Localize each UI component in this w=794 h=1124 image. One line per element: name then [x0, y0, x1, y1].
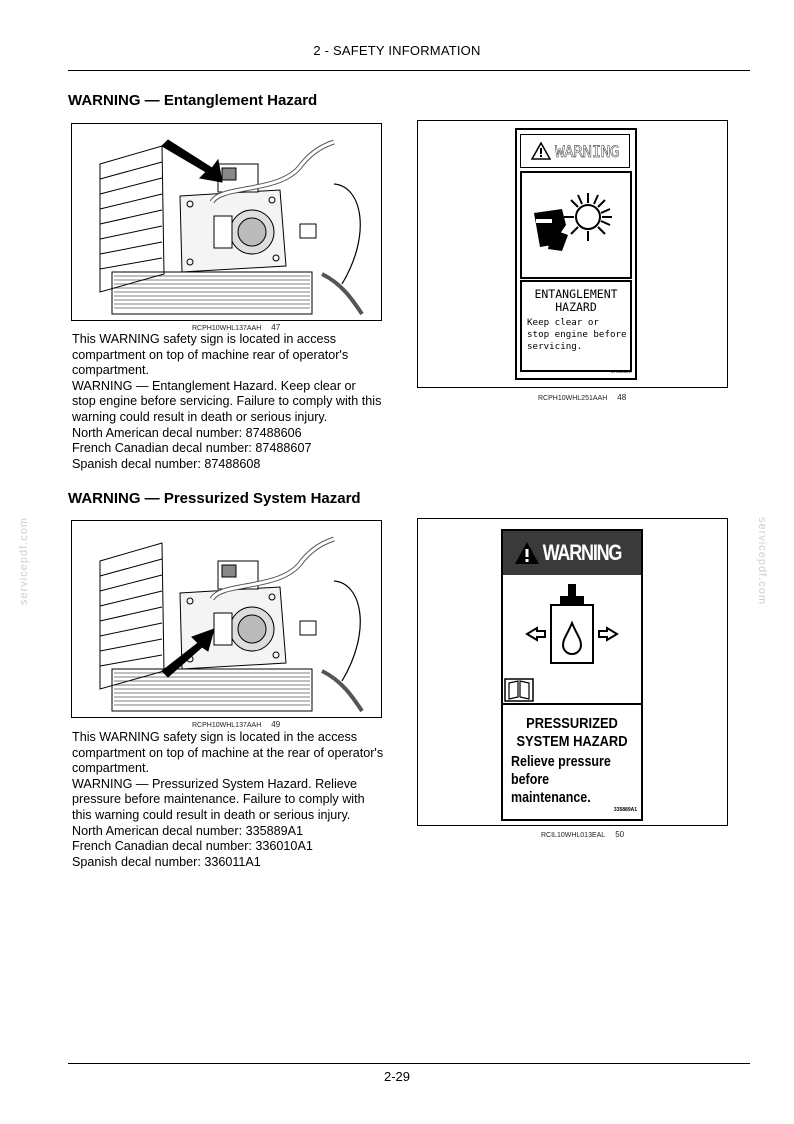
- body-line: compartment on top of machine at the rear of operator's: [72, 745, 384, 760]
- caption-number: 49: [271, 720, 281, 729]
- caption-number: 50: [615, 830, 625, 839]
- decal-header-label: WARNING: [542, 540, 622, 565]
- header-rule: [68, 70, 750, 71]
- watermark-left: servicepdf.com: [17, 517, 30, 605]
- decal-number-es: Spanish decal number: 336011A1: [72, 854, 261, 869]
- decal-instruction-1: Relieve pressure: [511, 754, 611, 770]
- caption-code: RCPH10WHL137AAH: [192, 722, 262, 729]
- decal-number-fc: French Canadian decal number: 87488607: [72, 441, 312, 456]
- caption-number: 47: [271, 323, 281, 332]
- decal-image-entanglement: [417, 120, 728, 388]
- decal-hazard-title-1: ENTANGLEMENT: [534, 287, 618, 301]
- decal-number-fc: French Canadian decal number: 336010A1: [72, 839, 313, 854]
- decal-number-na: North American decal number: 87488606: [72, 425, 302, 440]
- page-number: 2-29: [383, 1069, 411, 1084]
- section-2-body: [72, 730, 407, 870]
- decal-instruction-3: servicing.: [527, 341, 583, 352]
- decal-text-box: [503, 705, 641, 807]
- decal-header-label: WARNING: [555, 141, 619, 161]
- figure-caption-49: [192, 720, 280, 729]
- caption-code: RCIL10WHL013EAL: [541, 832, 606, 839]
- decal-instruction-1: Keep clear or: [527, 317, 599, 328]
- caption-code: RCPH10WHL137AAH: [192, 325, 262, 332]
- decal-part-number: 335889A1: [613, 807, 637, 813]
- decal-header: [503, 531, 641, 575]
- decal-number-es: Spanish decal number: 87488608: [72, 456, 261, 471]
- figure-caption-47: [192, 323, 280, 332]
- body-line: compartment on top of machine rear of operator's: [72, 347, 349, 362]
- decal-image-pressurized: [417, 518, 728, 826]
- page-header-title: 2 - SAFETY INFORMATION: [313, 43, 481, 58]
- pressure-pictogram-icon: [503, 577, 641, 703]
- section-title-pressurized: WARNING — Pressurized System Hazard: [68, 490, 361, 507]
- body-line: WARNING — Pressurized System Hazard. Relieve: [72, 776, 358, 791]
- figure-caption-50: [541, 830, 624, 839]
- decal-instruction-3: maintenance.: [511, 790, 591, 806]
- body-line: This WARNING safety sign is located in access: [72, 332, 337, 346]
- decal-pictogram-box: [503, 577, 641, 705]
- decal-instruction-2: stop engine before: [527, 329, 627, 340]
- figure-caption-48: [538, 393, 626, 402]
- body-line: This WARNING safety sign is located in the access: [72, 730, 358, 744]
- body-line: WARNING — Entanglement Hazard. Keep clear or: [72, 378, 356, 393]
- entanglement-pictogram-icon: [522, 173, 626, 273]
- body-line: compartment.: [72, 761, 149, 776]
- body-line: compartment.: [72, 363, 149, 378]
- photo-access-compartment-2: [71, 520, 382, 718]
- body-line: stop engine before servicing. Failure to comply with this: [72, 394, 382, 409]
- section-1-body: [72, 332, 407, 472]
- decal-text-box: [520, 280, 632, 372]
- machine-illustration-1: [72, 124, 381, 320]
- decal-number-na: North American decal number: 335889A1: [72, 823, 304, 838]
- body-line: warning could result in death or serious injury.: [72, 409, 328, 424]
- body-line: this warning could result in death or serious injury.: [72, 807, 351, 822]
- photo-access-compartment-1: [71, 123, 382, 321]
- caption-code: RCPH10WHL251AAH: [538, 395, 608, 402]
- decal-hazard-title-1: PRESSURIZED: [526, 715, 618, 732]
- decal-part-number: 87488606: [610, 369, 631, 374]
- entanglement-decal: [515, 128, 637, 380]
- decal-pictogram-box: [520, 171, 632, 279]
- section-title-entanglement: WARNING — Entanglement Hazard: [68, 92, 318, 109]
- decal-hazard-title-2: HAZARD: [555, 300, 597, 314]
- decal-header: [520, 134, 630, 168]
- body-line: pressure before maintenance. Failure to comply with: [72, 792, 365, 807]
- machine-illustration-2: [72, 521, 381, 717]
- decal-hazard-title-2: SYSTEM HAZARD: [516, 733, 628, 750]
- footer-rule: [68, 1063, 750, 1064]
- warning-triangle-icon: [514, 541, 540, 565]
- watermark-right: servicepdf.com: [755, 517, 768, 605]
- caption-number: 48: [617, 393, 627, 402]
- pressurized-decal: [501, 529, 643, 821]
- warning-triangle-icon: [531, 142, 551, 160]
- decal-instruction-2: before: [511, 772, 550, 788]
